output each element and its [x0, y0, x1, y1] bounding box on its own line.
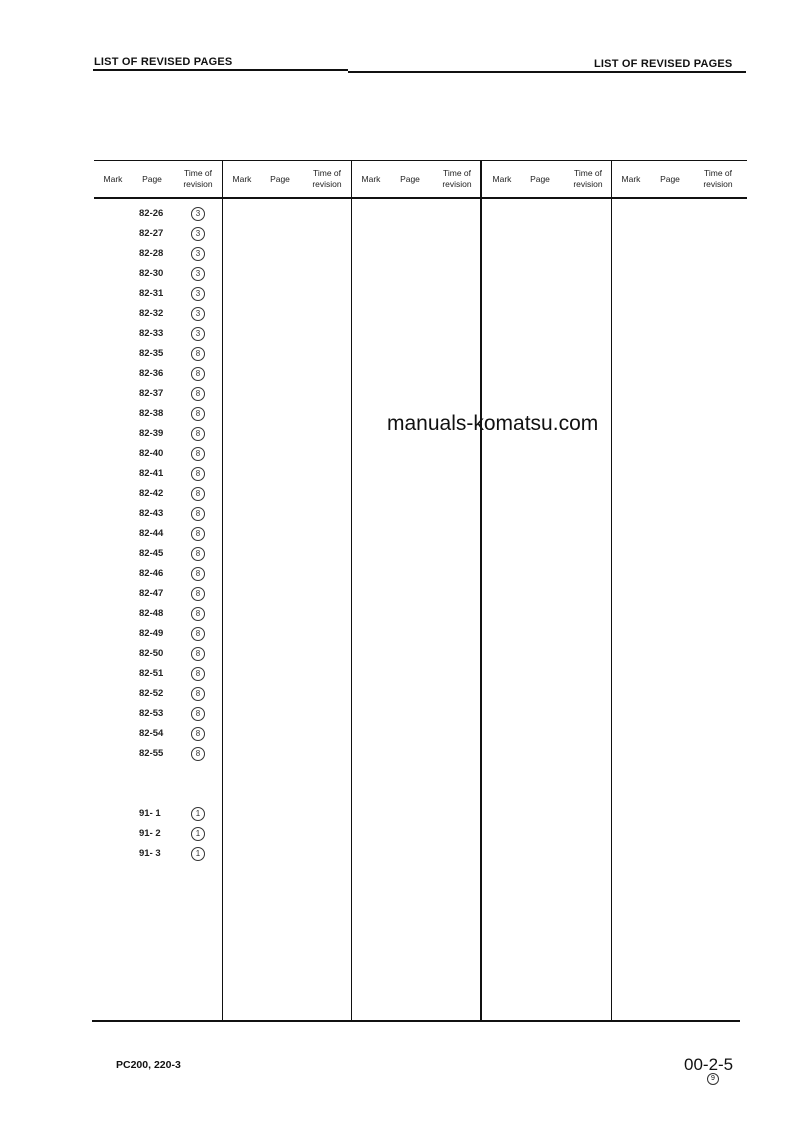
column-header-time-line2: revision: [312, 179, 342, 189]
revision-circle-icon: 8: [191, 427, 205, 441]
entry-page: 82-35: [139, 348, 164, 359]
column-header-time-line2: revision: [573, 179, 603, 189]
column-header-time-line1: Time of: [703, 168, 733, 178]
entry-page: 91- 3: [139, 848, 161, 859]
revision-circle-icon: 8: [191, 527, 205, 541]
revision-circle-icon: 8: [191, 507, 205, 521]
column-header-time-line2: revision: [183, 179, 213, 189]
entry-page: 82-53: [139, 708, 164, 719]
entry-page: 82-45: [139, 548, 164, 559]
watermark-text: manuals-komatsu.com: [387, 412, 599, 435]
revision-circle-icon: 8: [191, 387, 205, 401]
revision-circle-icon: 8: [191, 647, 205, 661]
revision-circle-icon: 1: [191, 847, 205, 861]
entry-page: 82-47: [139, 588, 164, 599]
entry-page: 82-39: [139, 428, 164, 439]
column-header-time-line2: revision: [442, 179, 472, 189]
header-rule-right: [348, 71, 746, 73]
entry-page: 82-27: [139, 228, 164, 239]
column-header-mark: Mark: [492, 174, 512, 184]
column-header-page: Page: [530, 174, 550, 184]
revision-circle-icon: 8: [191, 707, 205, 721]
column-header-time-line1: Time of: [312, 168, 342, 178]
revision-circle-icon: 8: [191, 447, 205, 461]
entry-page: 82-30: [139, 268, 164, 279]
revision-circle-icon: 1: [191, 807, 205, 821]
column-divider: [351, 160, 352, 1021]
table-top-rule: [94, 160, 747, 161]
entry-page: 82-48: [139, 608, 164, 619]
column-header-mark: Mark: [621, 174, 641, 184]
entry-page: 82-46: [139, 568, 164, 579]
revision-circle-icon: 3: [191, 307, 205, 321]
column-header-time-line2: revision: [703, 179, 733, 189]
entry-page: 82-50: [139, 648, 164, 659]
footer-revision-circle-icon: 9: [707, 1073, 719, 1085]
revision-circle-icon: 8: [191, 627, 205, 641]
table-bottom-rule: [92, 1020, 740, 1022]
revision-circle-icon: 8: [191, 487, 205, 501]
revision-circle-icon: 8: [191, 547, 205, 561]
revision-circle-icon: 8: [191, 687, 205, 701]
revision-circle-icon: 3: [191, 247, 205, 261]
entry-page: 82-52: [139, 688, 164, 699]
revision-circle-icon: 8: [191, 567, 205, 581]
revision-circle-icon: 8: [191, 407, 205, 421]
revision-circle-icon: 3: [191, 267, 205, 281]
entry-page: 82-26: [139, 208, 164, 219]
column-header-time-line1: Time of: [183, 168, 213, 178]
column-header-page: Page: [270, 174, 290, 184]
column-header-time-line1: Time of: [442, 168, 472, 178]
entry-page: 82-41: [139, 468, 164, 479]
column-header-time-line1: Time of: [573, 168, 603, 178]
entry-page: 82-44: [139, 528, 164, 539]
column-divider: [222, 160, 223, 1021]
revision-circle-icon: 8: [191, 367, 205, 381]
revision-circle-icon: 8: [191, 727, 205, 741]
entry-page: 82-36: [139, 368, 164, 379]
entry-page: 82-38: [139, 408, 164, 419]
column-header-page: Page: [142, 174, 162, 184]
revision-circle-icon: 1: [191, 827, 205, 841]
footer-page-number: 00-2-5: [684, 1055, 734, 1074]
column-divider: [480, 160, 482, 1021]
column-header-page: Page: [400, 174, 420, 184]
footer-model: PC200, 220-3: [116, 1059, 181, 1071]
entry-page: 82-49: [139, 628, 164, 639]
entry-page: 82-37: [139, 388, 164, 399]
column-header-mark: Mark: [103, 174, 123, 184]
entry-page: 82-55: [139, 748, 164, 759]
entry-page: 82-28: [139, 248, 164, 259]
entry-page: 82-33: [139, 328, 164, 339]
revision-circle-icon: 8: [191, 747, 205, 761]
entry-page: 82-43: [139, 508, 164, 519]
revision-circle-icon: 8: [191, 347, 205, 361]
revision-circle-icon: 8: [191, 607, 205, 621]
entry-page: 82-32: [139, 308, 164, 319]
column-divider: [611, 160, 612, 1021]
revision-circle-icon: 8: [191, 467, 205, 481]
entry-page: 82-51: [139, 668, 164, 679]
entry-page: 91- 1: [139, 808, 161, 819]
revision-circle-icon: 3: [191, 287, 205, 301]
table-header-bottom-rule: [94, 197, 747, 199]
header-title-left: LIST OF REVISED PAGES: [94, 56, 233, 68]
header-rule-left: [93, 69, 348, 71]
revision-circle-icon: 3: [191, 207, 205, 221]
header-title-right: LIST OF REVISED PAGES: [594, 58, 733, 70]
column-header-page: Page: [660, 174, 680, 184]
entry-page: 91- 2: [139, 828, 161, 839]
revision-circle-icon: 3: [191, 327, 205, 341]
revision-circle-icon: 8: [191, 587, 205, 601]
entry-page: 82-42: [139, 488, 164, 499]
column-header-mark: Mark: [232, 174, 252, 184]
revision-circle-icon: 8: [191, 667, 205, 681]
entry-page: 82-31: [139, 288, 164, 299]
revision-circle-icon: 3: [191, 227, 205, 241]
entry-page: 82-40: [139, 448, 164, 459]
entry-page: 82-54: [139, 728, 164, 739]
column-header-mark: Mark: [361, 174, 381, 184]
